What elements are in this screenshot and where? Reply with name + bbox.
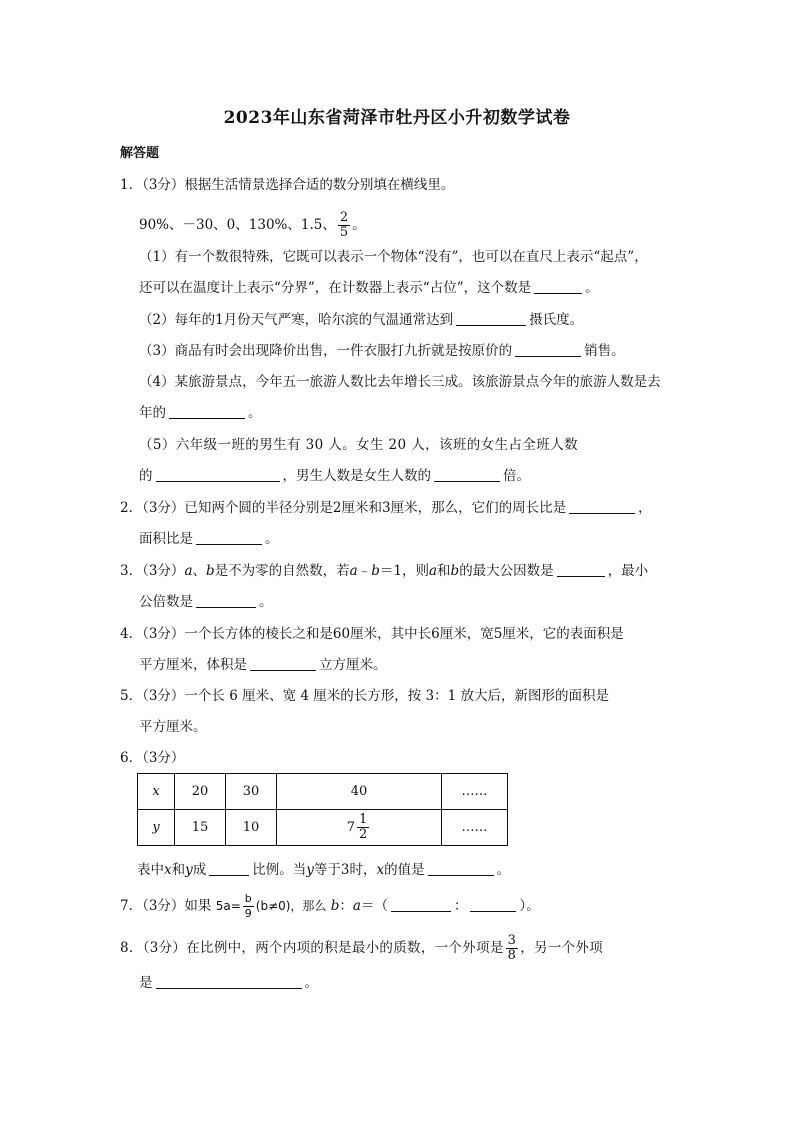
q1-part1-line1: （1）有一个数很特殊，它既可以表示一个物体“没有”，也可以在直尺上表示“起点”，: [139, 249, 648, 265]
table-row: [138, 774, 508, 810]
answer-blank[interactable]: [515, 342, 581, 357]
q6-table: [137, 773, 508, 846]
q2-line2: 面积比是 。: [139, 531, 279, 547]
table-cell: x: [138, 774, 175, 810]
table-cell: 10: [226, 810, 277, 846]
table-cell: y: [138, 810, 175, 846]
q2-line1: 2．（3分）已知两个圆的半径分别是2厘米和3厘米，那么，它们的周长比是 ，: [120, 500, 652, 516]
q4-line1: 4．（3分）一个长方体的棱长之和是60厘米，其中长6厘米，宽5厘米，它的表面积是: [120, 626, 624, 642]
table-cell: ……: [442, 810, 508, 846]
answer-blank[interactable]: [557, 562, 605, 577]
answer-blank[interactable]: [428, 861, 494, 876]
q7-line: 7．（3分）如果 5a= $\frac{b}{9}$ (b≠0)，那么 b：a＝（ ： ）。: [120, 892, 540, 920]
q6-stem: 6．（3分）: [120, 750, 185, 766]
table-cell: 15: [175, 810, 226, 846]
table-cell: 30: [226, 774, 277, 810]
q1-part4-line2: 年的 。: [139, 405, 262, 421]
q1-part2: （2）每年的1月份天气严寒，哈尔滨的气温通常达到 摄氏度。: [139, 312, 584, 328]
answer-blank[interactable]: [456, 311, 526, 326]
q3-line1: 3．（3分）a、b是不为零的自然数，若a﹣b＝1，则a和b的最大公因数是 ，最小: [120, 563, 649, 579]
page-title: 2023年山东省菏泽市牡丹区小升初数学试卷: [223, 108, 571, 128]
q8-line2: 是 。: [139, 975, 318, 991]
fraction-2-5: $\frac{2}{5}$: [339, 210, 349, 240]
answer-blank[interactable]: [209, 861, 249, 876]
table-cell: 20: [175, 774, 226, 810]
q1-part1-line2: 还可以在温度计上表示“分界”，在计数器上表示“占位”，这个数是 。: [139, 280, 599, 296]
section-heading: 解答题: [120, 146, 160, 161]
table-cell-mixed-number: 7 $\frac{1}{2}$: [277, 810, 442, 846]
q6-question: 表中x和y成 比例。当y等于3时，x的值是 。: [137, 862, 511, 878]
q5-line2: 平方厘米。: [139, 719, 207, 735]
answer-blank[interactable]: [250, 656, 316, 671]
q1-stem: 1．（3分）根据生活情景选择合适的数分别填在横线里。: [120, 177, 455, 193]
table-cell: 40: [277, 774, 442, 810]
answer-blank[interactable]: [569, 499, 635, 514]
q1-part4-line1: （4）某旅游景点，今年五一旅游人数比去年增长三成。该旅游景点今年的旅游人数是去: [139, 374, 661, 390]
q8-line1: 8．（3分）在比例中，两个内项的积是最小的质数，一个外项是 $\frac{3}{8}$ ，另一个外项: [120, 933, 604, 963]
q1-part3: （3）商品有时会出现降价出售，一件衣服打九折就是按原价的 销售。: [139, 343, 625, 359]
q5-line1: 5．（3分）一个长 6 厘米、宽 4 厘米的长方形，按 3：1 放大后，新图形的面积是: [120, 688, 610, 704]
fraction-3-8: $\frac{3}{8}$: [507, 933, 517, 963]
table-cell: ……: [442, 774, 508, 810]
answer-blank[interactable]: [196, 593, 256, 608]
answer-blank[interactable]: [196, 530, 262, 545]
answer-blank[interactable]: [434, 467, 500, 482]
answer-blank[interactable]: [156, 974, 302, 989]
q1-numbers: 90%、－30、0、130%、1.5、 $\frac{2}{5}$ 。: [139, 210, 366, 240]
fraction-1-2: $\frac{1}{2}$: [359, 812, 368, 842]
answer-blank[interactable]: [391, 897, 451, 912]
q4-line2: 平方厘米，体积是 立方厘米。: [139, 657, 387, 673]
answer-blank[interactable]: [156, 467, 280, 482]
answer-blank[interactable]: [470, 897, 516, 912]
fraction-b-9: $\frac{b}{9}$: [244, 892, 252, 920]
answer-blank[interactable]: [169, 404, 245, 419]
answer-blank[interactable]: [534, 279, 582, 294]
q1-part5-line2: 的 ，男生人数是女生人数的 倍。: [139, 468, 530, 484]
q1-part5-line1: （5）六年级一班的男生有 30 人。女生 20 人，该班的女生占全班人数: [139, 437, 579, 453]
q3-line2: 公倍数是 。: [139, 594, 273, 610]
table-row: [138, 810, 508, 846]
